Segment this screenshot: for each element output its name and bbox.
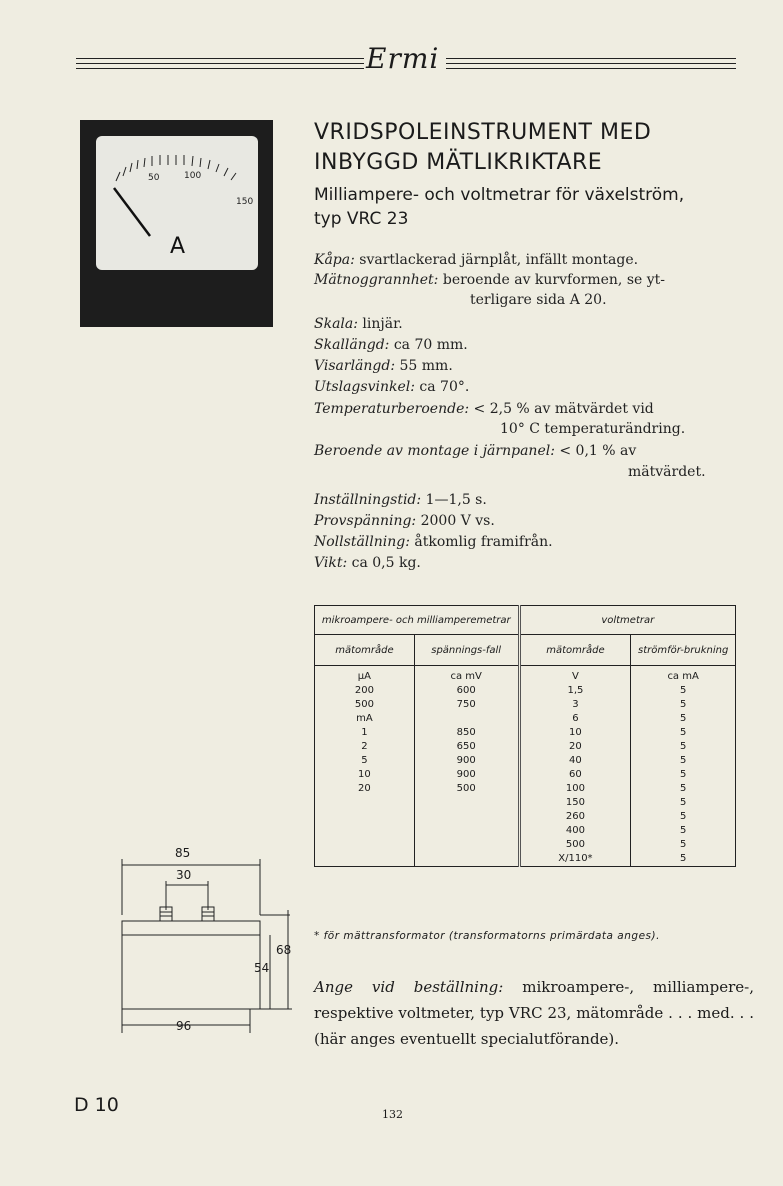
table-cell: μA	[315, 666, 415, 685]
spec-value: < 2,5 % av mätvärdet vid	[473, 401, 654, 417]
table-col-header-range: mätområde	[315, 635, 415, 666]
table-cell	[414, 852, 519, 867]
table-cell: 5	[631, 782, 736, 796]
table-cell: ca mV	[414, 666, 519, 685]
spec-utslagsvinkel	[314, 378, 469, 397]
subtitle-line-1: Milliampere- och voltmetrar för växelström,	[314, 185, 685, 205]
spec-value: 2000 V vs.	[420, 513, 495, 529]
table-col-header-current-draw: strömför-brukning	[631, 635, 736, 666]
table-row	[315, 782, 736, 796]
spec-value: åtkomlig framifrån.	[414, 534, 553, 550]
spec-label: Mätnoggrannhet:	[314, 272, 439, 288]
table-cell	[315, 824, 415, 838]
table-cell: 3	[519, 698, 631, 712]
table-cell: 500	[519, 838, 631, 852]
table-group-header-voltage: voltmetrar	[519, 606, 735, 635]
table-cell: mA	[315, 712, 415, 726]
table-group-header-current: mikroampere- och milliamperemetrar	[315, 606, 520, 635]
table-cell: 5	[631, 852, 736, 867]
header-rule-left-1	[76, 58, 364, 59]
spec-visarlangd	[314, 357, 453, 376]
table-cell: 5	[631, 698, 736, 712]
spec-kapa	[314, 251, 638, 270]
table-cell: 1	[315, 726, 415, 740]
spec-skallangd	[314, 336, 468, 355]
spec-skala	[314, 315, 403, 334]
spec-label: Visarlängd:	[314, 358, 396, 374]
table-cell: 20	[519, 740, 631, 754]
table-row	[315, 712, 736, 726]
spec-label: Provspänning:	[314, 513, 417, 529]
page-title	[314, 118, 754, 178]
spec-label: Nollställning:	[314, 534, 410, 550]
spec-noggrannhet	[314, 271, 665, 290]
table-cell: 5	[631, 740, 736, 754]
dimension-96: 96	[176, 1019, 192, 1033]
order-instructions	[314, 974, 754, 1052]
table-row	[315, 698, 736, 712]
meter-unit-label: A	[170, 234, 186, 259]
dimension-68: 68	[276, 943, 292, 957]
table-cell: 500	[315, 698, 415, 712]
table-row	[315, 838, 736, 852]
spec-installningstid	[314, 491, 487, 510]
meter-face	[96, 136, 258, 270]
spec-label: Skallängd:	[314, 337, 390, 353]
table-cell: 260	[519, 810, 631, 824]
table-row	[315, 852, 736, 867]
table-cell: ca mA	[631, 666, 736, 685]
table-cell: X/110*	[519, 852, 631, 867]
spec-montage	[314, 442, 636, 461]
table-cell: 5	[631, 726, 736, 740]
spec-label: Utslagsvinkel:	[314, 379, 415, 395]
order-label: Ange vid beställning:	[314, 978, 504, 996]
spec-montage-cont: mätvärdet.	[628, 464, 706, 480]
table-cell: 200	[315, 684, 415, 698]
table-cell: 1,5	[519, 684, 631, 698]
dimension-30: 30	[176, 868, 192, 882]
header-rule-left-2	[76, 63, 364, 64]
table-cell: 600	[414, 684, 519, 698]
table-cell: 5	[631, 712, 736, 726]
spec-value: linjär.	[362, 316, 403, 332]
ermi-logo: Ermi	[366, 42, 440, 75]
table-cell	[414, 712, 519, 726]
spec-value: ca 0,5 kg.	[351, 555, 421, 571]
dimension-85: 85	[175, 846, 191, 860]
spec-value: beroende av kurvformen, se yt-	[442, 272, 665, 288]
table-cell: 850	[414, 726, 519, 740]
table-cell	[315, 796, 415, 810]
table-row	[315, 740, 736, 754]
table-cell: 900	[414, 754, 519, 768]
spec-value: < 0,1 % av	[559, 443, 637, 459]
spec-value: ca 70 mm.	[393, 337, 468, 353]
table-cell	[414, 824, 519, 838]
table-cell: 2	[315, 740, 415, 754]
spec-value: 1—1,5 s.	[425, 492, 487, 508]
meter-photo	[80, 120, 273, 327]
spec-nollstallning	[314, 533, 553, 552]
header-rule-right-1	[446, 58, 736, 59]
table-cell: 40	[519, 754, 631, 768]
table-cell: 900	[414, 768, 519, 782]
header-rule-left-3	[76, 68, 364, 69]
spec-label: Kåpa:	[314, 252, 355, 268]
subtitle-line-2: typ VRC 23	[314, 209, 409, 229]
spec-label: Inställningstid:	[314, 492, 422, 508]
table-cell: 5	[631, 838, 736, 852]
spec-provspanning	[314, 512, 495, 531]
table-cell: 10	[519, 726, 631, 740]
dimension-drawing	[110, 855, 300, 1035]
page-subtitle	[314, 183, 754, 231]
title-line-1: VRIDSPOLEINSTRUMENT MED	[314, 120, 652, 145]
spec-value: ca 70°.	[419, 379, 470, 395]
table-cell: 10	[315, 768, 415, 782]
table-cell: 750	[414, 698, 519, 712]
page-section-id: D 10	[74, 1094, 119, 1116]
table-row	[315, 726, 736, 740]
table-cell: 5	[315, 754, 415, 768]
table-row	[315, 796, 736, 810]
table-cell	[414, 810, 519, 824]
table-col-header-voltage-drop: spännings-fall	[414, 635, 519, 666]
table-row	[315, 768, 736, 782]
spec-value: 55 mm.	[399, 358, 453, 374]
spec-temperatur-cont: 10° C temperaturändring.	[500, 421, 686, 437]
table-cell: V	[519, 666, 631, 685]
instrument-range-table	[314, 605, 736, 867]
header-rule-right-3	[446, 68, 736, 69]
title-line-2: INBYGGD MÄTLIKRIKTARE	[314, 150, 603, 175]
order-text: mikroampere-, milliampere-, respektive voltmeter, typ VRC 23, mätområde . . . med. . . (här anges eventuellt specialutförande).	[314, 978, 754, 1048]
table-row	[315, 666, 736, 685]
page-number: 132	[382, 1108, 403, 1121]
table-col-header-range: mätområde	[519, 635, 631, 666]
table-cell: 20	[315, 782, 415, 796]
spec-value: svartlackerad järnplåt, infällt montage.	[359, 252, 639, 268]
spec-temperatur	[314, 400, 654, 419]
spec-label: Skala:	[314, 316, 358, 332]
table-cell: 5	[631, 684, 736, 698]
table-cell: 6	[519, 712, 631, 726]
table-cell: 5	[631, 824, 736, 838]
table-row	[315, 754, 736, 768]
spec-vikt	[314, 554, 421, 573]
dimension-54: 54	[254, 961, 270, 975]
meter-scale-label-50: 50	[148, 173, 160, 183]
table-cell	[315, 838, 415, 852]
table-cell	[414, 838, 519, 852]
table-row	[315, 684, 736, 698]
table-cell: 5	[631, 810, 736, 824]
table-cell: 60	[519, 768, 631, 782]
table-cell: 100	[519, 782, 631, 796]
table-cell	[315, 810, 415, 824]
meter-scale-label-150: 150	[236, 197, 254, 207]
meter-scale-label-100: 100	[184, 171, 202, 181]
table-cell: 400	[519, 824, 631, 838]
table-row	[315, 824, 736, 838]
table-cell	[414, 796, 519, 810]
table-footnote: * för mättransformator (transformatorns primärdata anges).	[314, 930, 660, 942]
table-row	[315, 810, 736, 824]
table-cell: 150	[519, 796, 631, 810]
spec-label: Temperaturberoende:	[314, 401, 470, 417]
spec-label: Beroende av montage i järnpanel:	[314, 443, 555, 459]
table-cell: 5	[631, 754, 736, 768]
header-rule-right-2	[446, 63, 736, 64]
table-cell: 5	[631, 768, 736, 782]
table-cell	[315, 852, 415, 867]
spec-noggrannhet-cont: terligare sida A 20.	[470, 292, 607, 308]
table-cell: 5	[631, 796, 736, 810]
table-cell: 650	[414, 740, 519, 754]
spec-label: Vikt:	[314, 555, 348, 571]
table-cell: 500	[414, 782, 519, 796]
